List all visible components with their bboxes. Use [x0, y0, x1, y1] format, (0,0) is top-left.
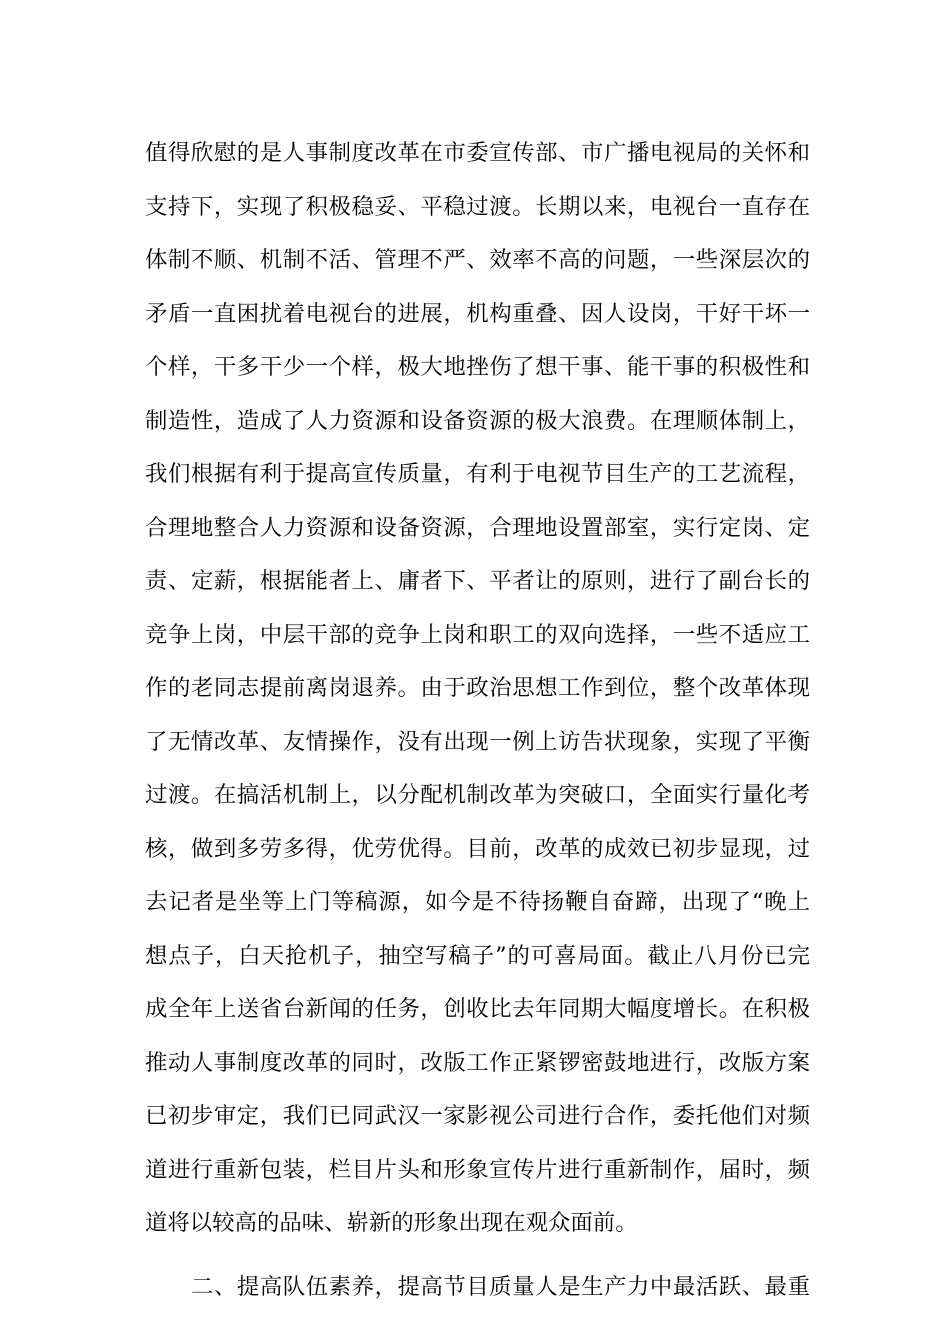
paragraph-section-two: [145, 1261, 810, 1315]
text-line: 已初步审定，我们已同武汉一家影视公司进行合作，委托他们对频: [145, 1103, 810, 1129]
section-heading-line: 二、提高队伍素养，提高节目质量人是生产力中最活跃、最重: [191, 1273, 810, 1300]
text-line: 值得欣慰的是人事制度改革在市委宣传部、市广播电视局的关怀和: [145, 140, 810, 166]
text-line: 我们根据有利于提高宣传质量，有利于电视节目生产的工艺流程，: [145, 461, 810, 487]
text-line: 个样，干多干少一个样，极大地挫伤了想干事、能干事的积极性和: [145, 354, 810, 380]
text-line: 制造性，造成了人力资源和设备资源的极大浪费。在理顺体制上，: [145, 407, 810, 434]
text-line: 支持下，实现了积极稳妥、平稳过渡。长期以来，电视台一直存在: [145, 193, 810, 220]
text-line: 责、定薪，根据能者上、庸者下、平者让的原则，进行了副台长的: [145, 568, 810, 594]
body-text: [145, 127, 810, 1314]
text-line: 道将以较高的品味、崭新的形象出现在观众面前。: [145, 1210, 638, 1236]
text-line: 推动人事制度改革的同时，改版工作正紧锣密鼓地进行，改版方案: [145, 1049, 810, 1076]
paragraph-reform-progress: [145, 127, 810, 1251]
text-line: 体制不顺、机制不活、管理不严、效率不高的问题，一些深层次的: [145, 247, 810, 273]
text-line: 矛盾一直困扰着电视台的进展，机构重叠、因人设岗，干好干坏一: [145, 300, 810, 327]
text-line: 竞争上岗，中层干部的竞争上岗和职工的双向选择，一些不适应工: [145, 621, 810, 648]
text-line: 核，做到多劳多得，优劳优得。目前，改革的成效已初步显现，过: [145, 835, 810, 862]
text-line: 成全年上送省台新闻的任务，创收比去年同期大幅度增长。在积极: [145, 996, 810, 1022]
paragraph-gap: [145, 1251, 810, 1261]
text-line: 想点子，白天抢机子，抽空写稿子”的可喜局面。截止八月份已完: [145, 942, 810, 969]
text-line: 了无情改革、友情操作，没有出现一例上访告状现象，实现了平衡: [145, 728, 810, 755]
text-line: 过渡。在搞活机制上，以分配机制改革为突破口，全面实行量化考: [145, 782, 810, 808]
text-line: 作的老同志提前离岗退养。由于政治思想工作到位，整个改革体现: [145, 675, 810, 701]
text-line: 合理地整合人力资源和设备资源，合理地设置部室，实行定岗、定: [145, 514, 810, 541]
text-line: 去记者是坐等上门等稿源，如今是不待扬鞭自奋蹄，出现了“晚上: [145, 889, 810, 915]
text-line: 道进行重新包装，栏目片头和形象宣传片进行重新制作，届时，频: [145, 1156, 810, 1183]
